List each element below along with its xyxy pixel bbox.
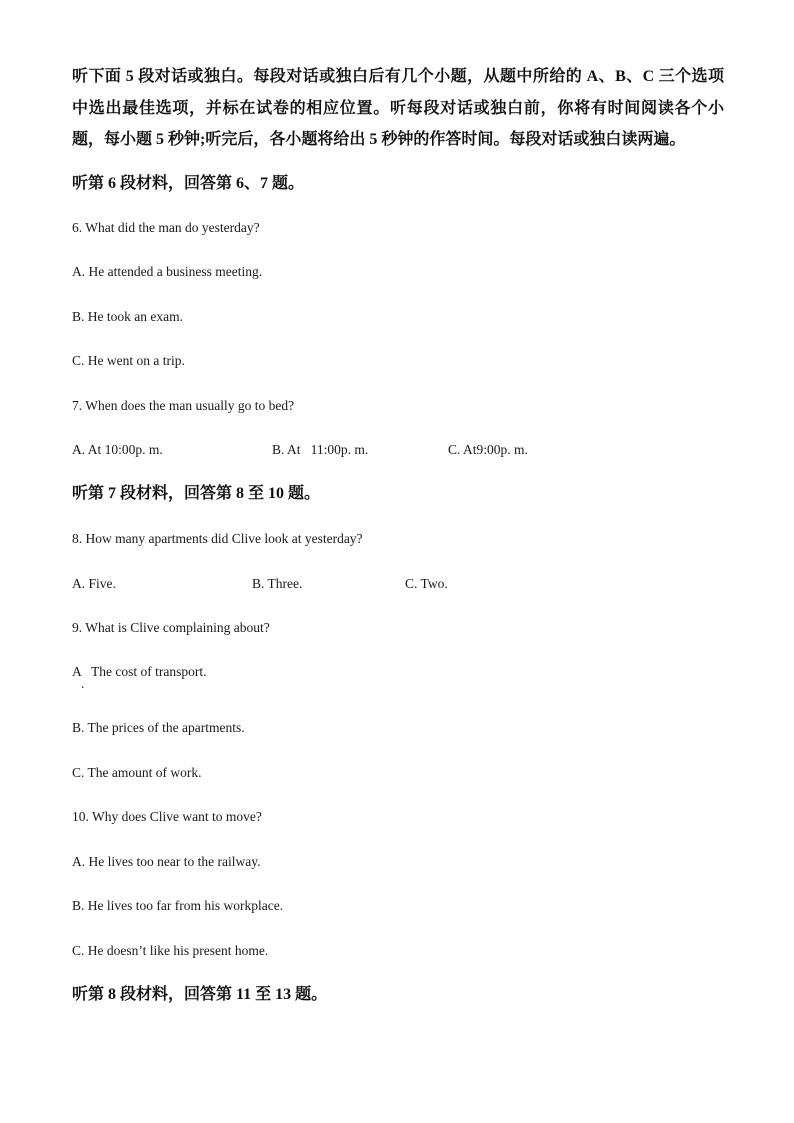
question-10: 10. Why does Clive want to move? xyxy=(72,809,262,824)
section-heading-8: 听第 8 段材料，回答第 11 至 13 题。 xyxy=(72,986,328,1003)
question-10-option-c: C. He doesn’t like his present home. xyxy=(72,943,269,958)
question-10-option-a: A. He lives too near to the railway. xyxy=(72,854,261,869)
question-7-option-c: C. At9:00p. m. xyxy=(448,442,528,457)
question-9-option-b: B. The prices of the apartments. xyxy=(72,720,245,735)
question-6-option-c: C. He went on a trip. xyxy=(72,353,185,368)
question-8: 8. How many apartments did Clive look at yesterday? xyxy=(72,531,363,546)
question-9-option-a-text: The cost of transport. xyxy=(91,664,207,679)
question-9-option-c: C. The amount of work. xyxy=(72,765,202,780)
question-8-option-b: B. Three. xyxy=(252,576,303,591)
question-8-option-a: A. Five. xyxy=(72,576,116,591)
instructions-line-1: 听下面 5 段对话或独白。每段对话或独白后有几个小题，从题中所给的 A、B、C 三个选项 xyxy=(72,68,724,85)
question-10-option-b: B. He lives too far from his workplace. xyxy=(72,898,284,913)
question-6-option-b: B. He took an exam. xyxy=(72,309,183,324)
question-6: 6. What did the man do yesterday? xyxy=(72,220,260,235)
question-8-option-c: C. Two. xyxy=(405,576,448,591)
instructions-line-2: 中选出最佳选项，并标在试卷的相应位置。听每段对话或独白前，你将有时间阅读各个小 xyxy=(72,100,724,117)
question-9: 9. What is Clive complaining about? xyxy=(72,620,270,635)
question-7-option-b: B. At 11:00p. m. xyxy=(272,442,369,457)
question-7: 7. When does the man usually go to bed? xyxy=(72,398,295,413)
instructions-line-3: 题，每小题 5 秒钟;听完后，各小题将给出 5 秒钟的作答时间。每段对话或独白读两遍。 xyxy=(72,131,686,148)
question-6-option-a: A. He attended a business meeting. xyxy=(72,264,263,279)
question-9-option-a-dot: . xyxy=(81,676,85,691)
section-heading-7: 听第 7 段材料，回答第 8 至 10 题。 xyxy=(72,485,321,502)
section-heading-6: 听第 6 段材料，回答第 6、7 题。 xyxy=(72,175,305,192)
question-7-option-a: A. At 10:00p. m. xyxy=(72,442,163,457)
question-9-option-a-letter: A xyxy=(72,664,82,679)
